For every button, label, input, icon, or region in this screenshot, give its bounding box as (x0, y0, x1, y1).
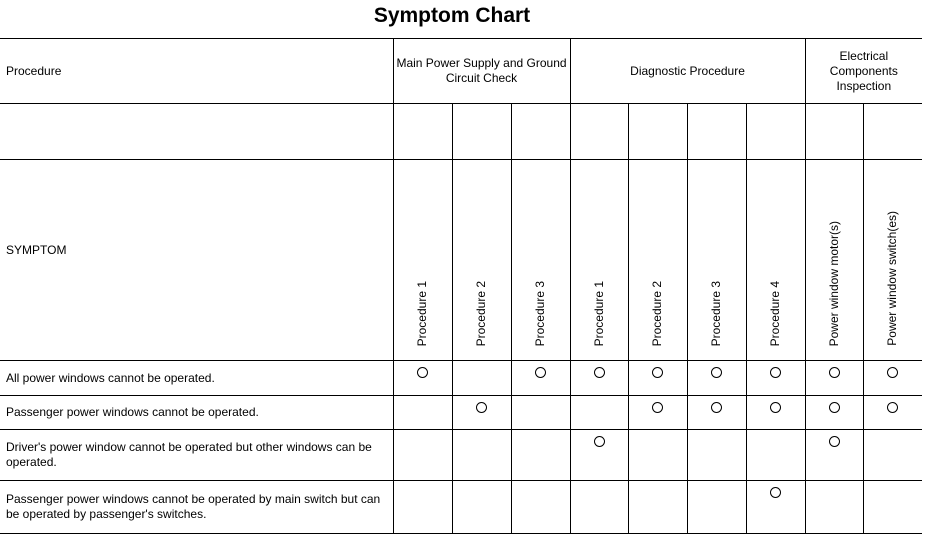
group-main-power-supply: Main Power Supply and Ground Circuit Check (393, 39, 570, 104)
check-cell (393, 430, 452, 481)
table-row (0, 430, 922, 481)
circle-mark-icon (535, 367, 546, 378)
check-cell (863, 481, 922, 534)
group-electrical-components: Electrical Components Inspection (805, 39, 922, 104)
check-cell (687, 396, 746, 430)
circle-mark-icon (711, 402, 722, 413)
table-row (0, 481, 922, 534)
blank-cell (570, 104, 628, 160)
blank-cell (452, 104, 511, 160)
column-label: Procedure 4 (768, 280, 783, 346)
circle-mark-icon (829, 367, 840, 378)
check-cell (687, 481, 746, 534)
check-cell (805, 481, 863, 534)
column-label: Procedure 1 (415, 280, 429, 346)
column-header (393, 160, 452, 361)
check-cell (570, 430, 628, 481)
check-cell (746, 396, 805, 430)
check-cell (805, 361, 863, 396)
blank-cell (863, 104, 922, 160)
column-header (570, 160, 628, 361)
circle-mark-icon (476, 402, 487, 413)
column-label: Procedure 3 (533, 280, 547, 346)
check-cell (393, 481, 452, 534)
circle-mark-icon (829, 436, 840, 447)
group-diagnostic-procedure: Diagnostic Procedure (570, 39, 805, 104)
check-cell (511, 396, 570, 430)
symptom-text: Passenger power windows cannot be operated by main switch but can be operated by passenger's switches. (0, 481, 393, 534)
check-cell (628, 481, 687, 534)
check-cell (393, 396, 452, 430)
circle-mark-icon (887, 402, 898, 413)
symptom-text: Driver's power window cannot be operated but other windows can be operated. (0, 430, 393, 481)
column-label: Procedure 2 (474, 280, 488, 346)
column-label: Power window switch(es) (885, 211, 900, 346)
check-cell (805, 430, 863, 481)
column-label: Procedure 1 (591, 280, 606, 346)
check-cell (863, 430, 922, 481)
circle-mark-icon (594, 436, 605, 447)
circle-mark-icon (711, 367, 722, 378)
column-header (805, 160, 863, 361)
column-header (863, 160, 922, 361)
check-cell (863, 361, 922, 396)
check-cell (452, 481, 511, 534)
check-cell (746, 430, 805, 481)
check-cell (746, 481, 805, 534)
symptom-header-label: SYMPTOM (0, 160, 393, 361)
column-label: Procedure 2 (650, 280, 665, 346)
table-row (0, 396, 922, 430)
chart-title: Symptom Chart (373, 4, 531, 27)
blank-cell (511, 104, 570, 160)
column-label: Procedure 3 (709, 280, 724, 346)
column-header (687, 160, 746, 361)
check-cell (511, 361, 570, 396)
check-cell (687, 361, 746, 396)
check-cell (687, 430, 746, 481)
circle-mark-icon (887, 367, 898, 378)
blank-cell (687, 104, 746, 160)
column-header (628, 160, 687, 361)
symptom-text: Passenger power windows cannot be operated. (0, 396, 393, 430)
blank-cell (746, 104, 805, 160)
circle-mark-icon (652, 402, 663, 413)
circle-mark-icon (829, 402, 840, 413)
check-cell (628, 396, 687, 430)
circle-mark-icon (770, 367, 781, 378)
check-cell (452, 361, 511, 396)
check-cell (511, 481, 570, 534)
circle-mark-icon (417, 367, 428, 378)
check-cell (570, 396, 628, 430)
symptom-chart-table (0, 38, 922, 534)
symptom-text: All power windows cannot be operated. (0, 361, 393, 396)
check-cell (570, 481, 628, 534)
check-cell (628, 430, 687, 481)
check-cell (511, 430, 570, 481)
circle-mark-icon (652, 367, 663, 378)
column-label: Power window motor(s) (826, 220, 841, 346)
column-header (746, 160, 805, 361)
blank-cell (628, 104, 687, 160)
procedure-header-label: Procedure (0, 39, 393, 104)
check-cell (393, 361, 452, 396)
column-header (511, 160, 570, 361)
check-cell (805, 396, 863, 430)
check-cell (570, 361, 628, 396)
check-cell (452, 430, 511, 481)
blank-cell (393, 104, 452, 160)
check-cell (746, 361, 805, 396)
table-row (0, 361, 922, 396)
check-cell (628, 361, 687, 396)
circle-mark-icon (770, 487, 781, 498)
blank-cell (805, 104, 863, 160)
check-cell (863, 396, 922, 430)
column-header (452, 160, 511, 361)
check-cell (452, 396, 511, 430)
circle-mark-icon (594, 367, 605, 378)
blank-cell (0, 104, 393, 160)
circle-mark-icon (770, 402, 781, 413)
